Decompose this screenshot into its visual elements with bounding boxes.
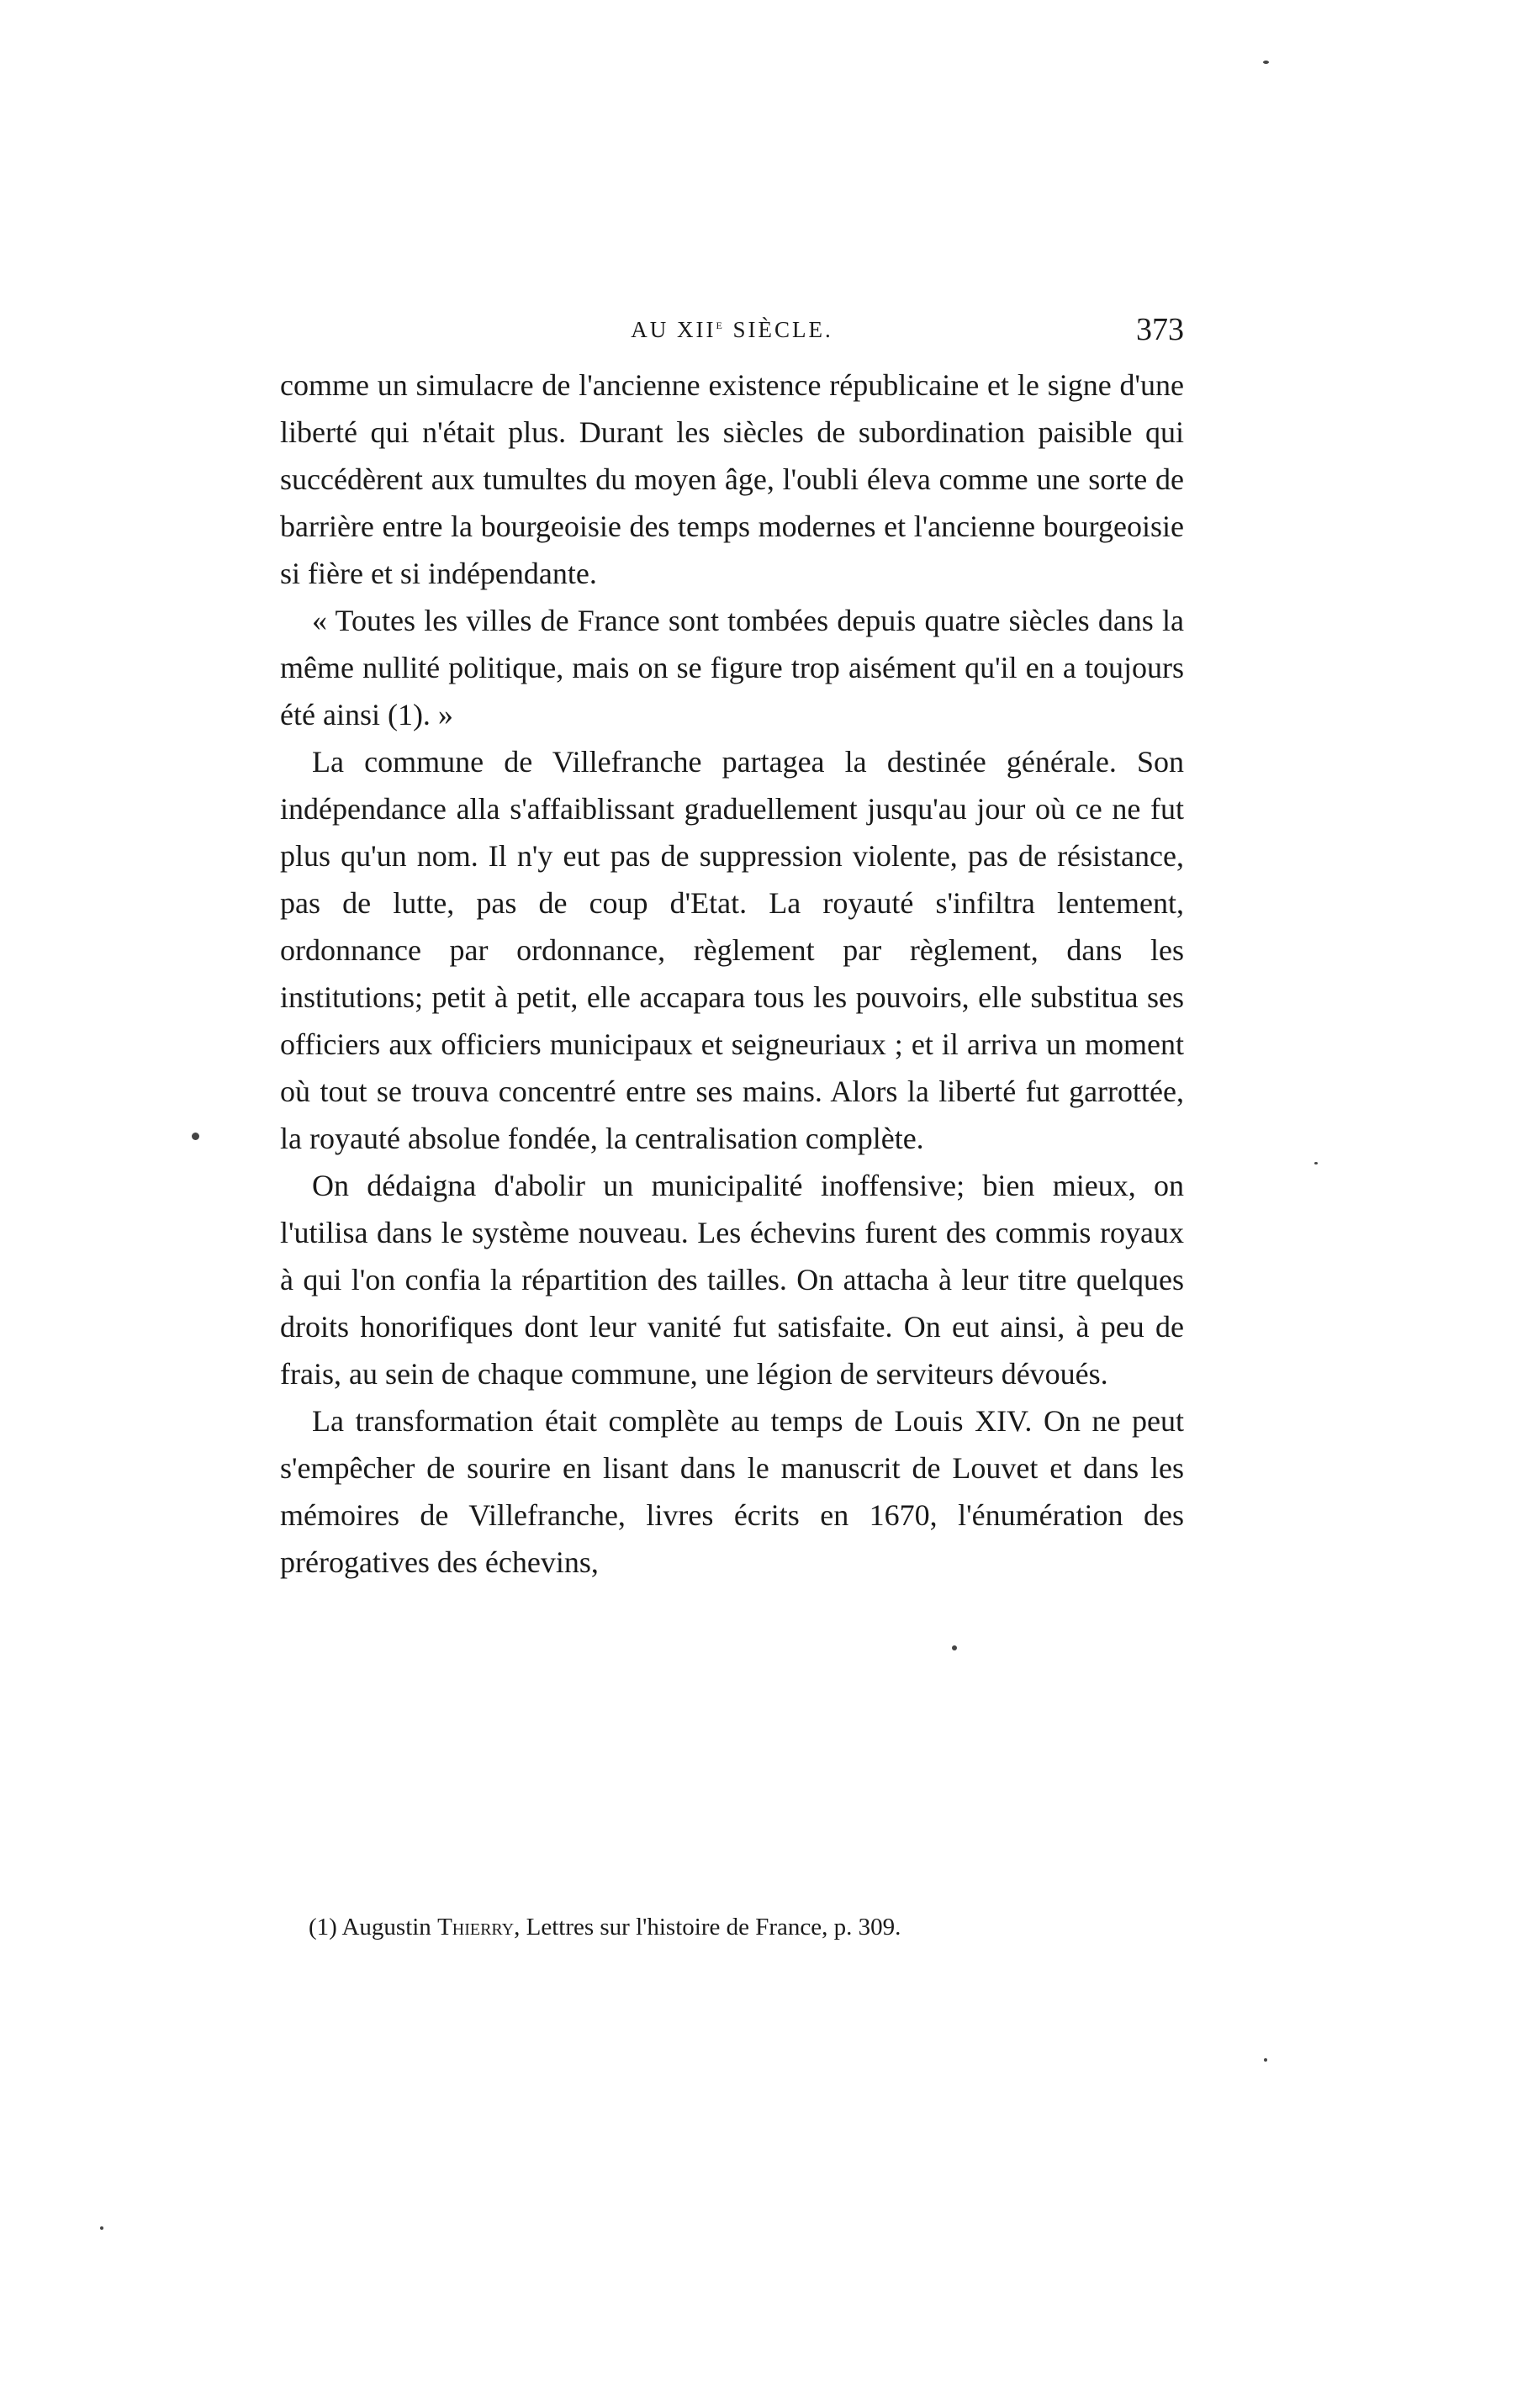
footnote-marker: (1) Augustin	[309, 1914, 438, 1941]
running-title-superscript: e	[716, 316, 725, 332]
speck	[1263, 61, 1269, 64]
running-title	[280, 316, 1184, 343]
footnote	[309, 1910, 1183, 1944]
body-text	[280, 362, 1184, 1586]
page-header	[280, 311, 1184, 362]
speck	[192, 1133, 199, 1140]
page-number: 373	[1136, 312, 1184, 347]
paragraph-4: On dédaigna d'abolir un municipalité inoffensive; bien mieux, on l'utilisa dans le système nouveau. Les échevins furent des commis royaux à qui l'on confia la répartition des tailles. On attacha à leur titre quelques droits honorifiques dont leur vanité fut satisfaite. On eut ainsi, à peu de frais, au sein de chaque commune, une légion de serviteurs dévoués.	[280, 1169, 1184, 1391]
paragraph-5: La transformation était complète au temps de Louis XIV. On ne peut s'empêcher de sourire en lisant dans le manuscrit de Louvet et dans les mémoires de Villefranche, livres écrits en 1670, l'énumération des prérogatives des échevins,	[280, 1404, 1184, 1579]
footnote-reference: , Lettres sur l'histoire de France, p. 309.	[514, 1914, 901, 1941]
running-title-text: AU XII	[631, 317, 716, 342]
running-title-end: SIÈCLE.	[724, 317, 833, 342]
speck	[1314, 1162, 1318, 1164]
speck	[952, 1645, 957, 1650]
paragraph-1: comme un simulacre de l'ancienne existence républicaine et le signe d'une liberté qui n'était plus. Durant les siècles de subordination paisible qui succédèrent aux tumultes du moyen âge, l'oubli éleva comme une sorte de barrière entre la bourgeoisie des temps modernes et l'ancienne bourgeoisie si fière et si indépendante.	[280, 368, 1184, 590]
speck	[100, 2226, 103, 2230]
paragraph-2-quote: « Toutes les villes de France sont tombées depuis quatre siècles dans la même nullité politique, mais on se figure trop aisément qu'il en a toujours été ainsi (1). »	[280, 604, 1184, 731]
speck	[1264, 2058, 1267, 2062]
paragraph-3: La commune de Villefranche partagea la destinée générale. Son indépendance alla s'affaiblissant graduellement jusqu'au jour où ce ne fut plus qu'un nom. Il n'y eut pas de suppression violente, pas de résistance, pas de lutte, pas de coup d'Etat. La royauté s'infiltra lentement, ordonnance par ordonnance, règlement par règlement, dans les institutions; petit à petit, elle accapara tous les pouvoirs, elle substitua ses officiers aux officiers municipaux et seigneuriaux ; et il arriva un moment où tout se trouva concentré entre ses mains. Alors la liberté fut garrottée, la royauté absolue fondée, la centralisation complète.	[280, 745, 1184, 1155]
footnote-author: Thierry	[437, 1914, 515, 1941]
